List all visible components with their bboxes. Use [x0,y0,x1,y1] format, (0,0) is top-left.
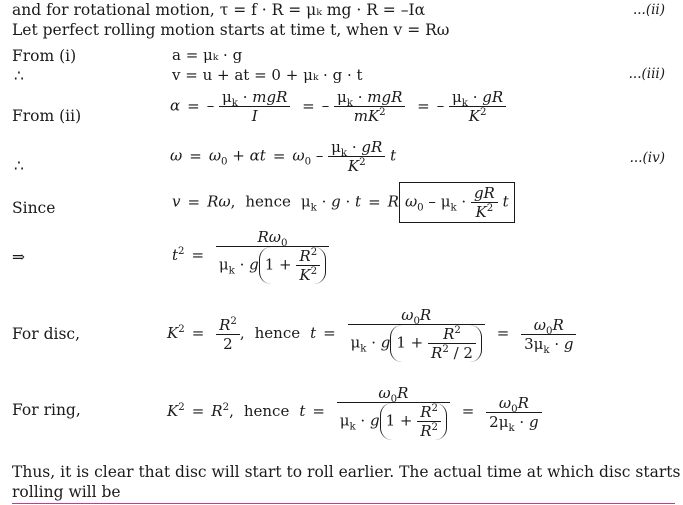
equation-number-iv: ...(iv) [629,150,665,166]
ring-equation: $K^2 = R^2$, hence t = $\omega_0R$ $\mu_k \cdot g$ 1 + $\frac{R^2}{R^2}$ = $\frac{\omega_0R}{2\mu_k \cdot g}$ [167,384,542,440]
equation-number-ii: ...(ii) [632,2,665,18]
since-equation: v = Rω, hence $\mu_k \cdot g \cdot t = R$ $\omega_0 - \mu_k$ · $\frac{gR}{K^2}$ t [172,182,515,223]
a-equation: a = μₖ · g [172,46,243,64]
therefore-symbol: ∴ [14,67,24,85]
hence-word-ring: hence [243,402,290,420]
page-bottom-rule [12,503,675,504]
disc-equation: $K^2$ = $\frac{R^2}{2}$ , hence t = $\omega_0R$ $\mu_k \cdot g$ 1 + $\frac{R^2}{R^2 / 2}$ = $\frac{\omega_0R}{3\mu_k \cdot g}$ [167,306,576,362]
implies-symbol: ⇒ [12,248,25,266]
rotational-motion-line: and for rotational motion, τ = f · R = μₖ mg · R = –Iα [12,1,426,19]
from-ii-label: From (ii) [12,107,82,125]
therefore-symbol-2: ∴ [14,157,24,175]
alpha-equation: α = – $\frac{\mu_k \cdot mgR}{I}$ = – $\frac{\mu_k \cdot mgR}{mK^2}$ = – $\frac{\mu_k \cdot gR}{K^2}$ [170,88,506,125]
rolling-start-line: Let perfect rolling motion starts at time t, when v = Rω [12,21,450,39]
hence-word-disc: hence [254,324,301,342]
hence-word: hence [245,192,291,211]
v-equation: v = u + at = 0 + μₖ · g · t [172,66,363,84]
t-equation: $t^2$ = $R\omega_0$ $\mu_k \cdot g$ 1 + $\frac{R^2}{K^2}$ [172,228,329,284]
conclusion-line-1: Thus, it is clear that disc will start to roll earlier. The actual time at which disc starts [12,463,681,481]
for-ring-label: For ring, [12,401,81,419]
equation-number-iii: ...(iii) [628,66,665,82]
conclusion-line-2: rolling will be [12,483,121,501]
from-i-label: From (i) [12,47,77,65]
since-label: Since [12,199,56,217]
omega-equation: $\omega = \omega_0 + \alpha t = \omega_0$ – $\frac{\mu_k \cdot gR}{K^2}$ t [170,138,397,175]
for-disc-label: For disc, [12,325,81,343]
